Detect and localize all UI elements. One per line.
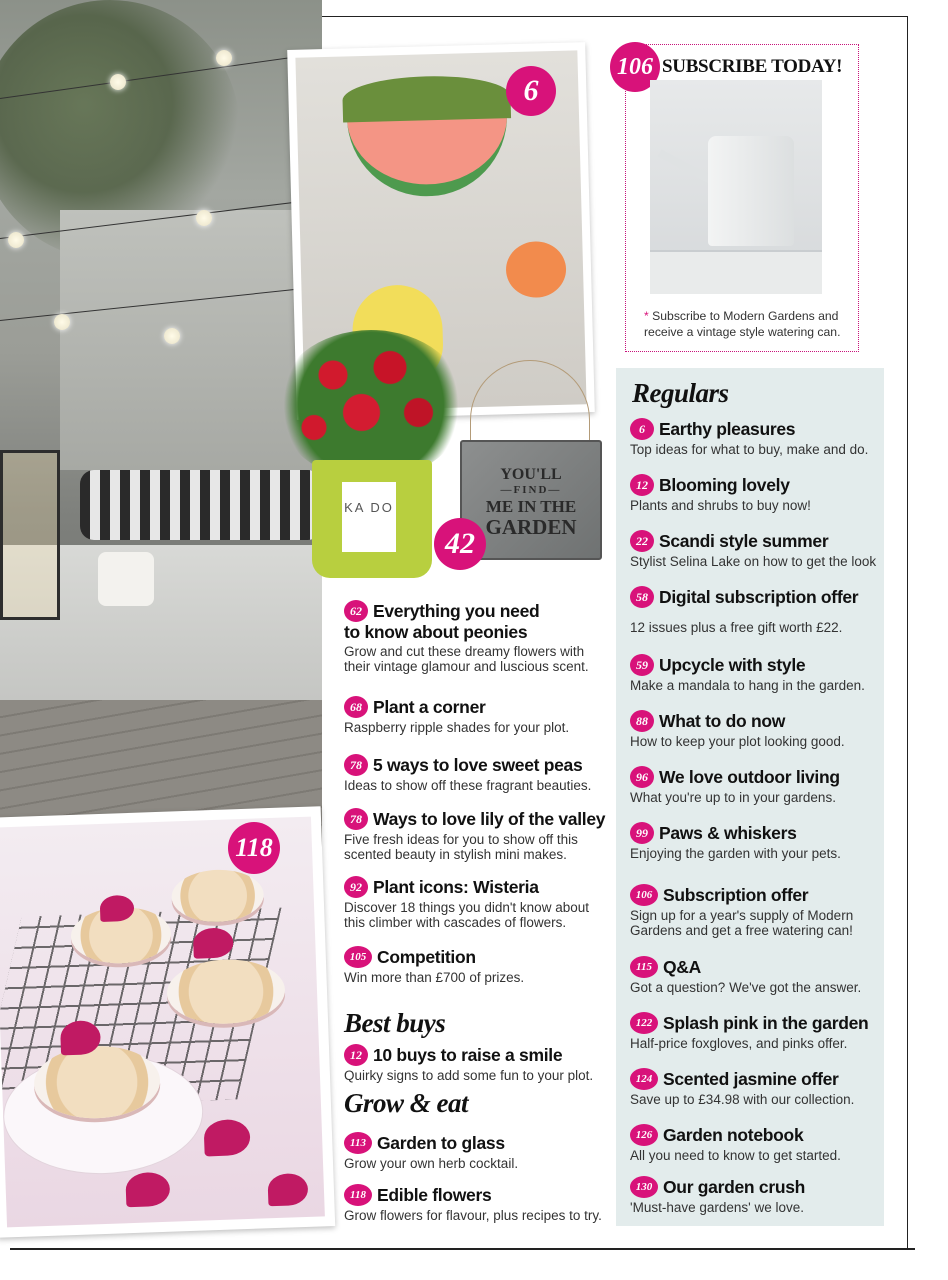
geranium-pot (312, 460, 432, 578)
lantern (0, 450, 60, 620)
entry-title: Garden notebook (663, 1125, 804, 1145)
entry-description: Five fresh ideas for you to show off this scented beauty in stylish mini makes. (344, 832, 578, 862)
toc-entry[interactable] (344, 600, 608, 674)
page-number: 78 (344, 754, 368, 776)
toc-entry[interactable] (630, 822, 878, 861)
watermelon-planter (347, 114, 509, 198)
page-number: 12 (344, 1044, 368, 1066)
page-number: 6 (630, 418, 654, 440)
page-number: 59 (630, 654, 654, 676)
toc-entry[interactable] (630, 1068, 878, 1107)
light-bulb (8, 232, 24, 248)
entry-description: Grow your own herb cocktail. (344, 1156, 519, 1171)
section-heading-regulars: Regulars (632, 378, 729, 408)
section-heading-grow-eat: Grow & eat (344, 1088, 469, 1118)
cookies-photo (0, 806, 335, 1238)
page-badge: 6 (506, 66, 556, 116)
entry-description: Top ideas for what to buy, make and do. (630, 442, 869, 457)
toc-entry[interactable] (344, 1184, 608, 1223)
entry-title: Competition (377, 947, 476, 967)
entry-description: Plants and shrubs to buy now! (630, 498, 811, 513)
light-bulb (164, 328, 180, 344)
entry-description: 'Must-have gardens' we love. (630, 1200, 804, 1215)
entry-title: Digital subscription offer (659, 587, 859, 607)
entry-title: Paws & whiskers (659, 823, 797, 843)
entry-title: What to do now (659, 711, 786, 731)
subscribe-text (644, 308, 852, 340)
entry-title: Plant a corner (373, 697, 486, 717)
sign-text: ME IN THE (485, 497, 577, 516)
geranium-flowers (276, 330, 466, 480)
toc-entry[interactable] (630, 884, 878, 938)
page-number: 118 (344, 1184, 372, 1206)
entry-title: Splash pink in the garden (663, 1013, 869, 1033)
entry-title: We love outdoor living (659, 767, 840, 787)
entry-description: Ideas to show off these fragrant beauties. (344, 778, 592, 793)
entry-description: Make a mandala to hang in the garden. (630, 678, 865, 693)
page-number: 22 (630, 530, 654, 552)
rose-petal (267, 1173, 308, 1206)
toc-entry[interactable] (344, 808, 608, 862)
subscribe-description: Subscribe to Modern Gardens and receive a vintage style watering can. (644, 309, 841, 339)
page-number: 58 (630, 586, 654, 608)
page-number: 105 (344, 946, 372, 968)
entry-description: Quirky signs to add some fun to your plot. (344, 1068, 594, 1083)
toc-entry[interactable] (630, 1124, 878, 1163)
entry-description: Enjoying the garden with your pets. (630, 846, 841, 861)
toc-entry[interactable] (630, 1176, 878, 1215)
toc-entry[interactable] (630, 1012, 878, 1051)
asterisk-icon: * (644, 309, 649, 323)
page-number: 78 (344, 808, 368, 830)
toc-entry[interactable] (630, 956, 878, 995)
toc-entry[interactable] (344, 1044, 608, 1083)
pot-label: KA DO (342, 482, 396, 552)
entry-title: Everything you need (373, 601, 540, 621)
rose-petal (125, 1172, 170, 1208)
toc-entry[interactable] (630, 530, 878, 569)
entry-description: Got a question? We've got the answer. (630, 980, 862, 995)
toc-entry[interactable] (344, 696, 608, 735)
toc-entry[interactable] (630, 474, 878, 513)
page-number: 124 (630, 1068, 658, 1090)
toc-entry[interactable] (630, 586, 878, 635)
entry-description: Win more than £700 of prizes. (344, 970, 525, 985)
page-number: 99 (630, 822, 654, 844)
entry-title: Blooming lovely (659, 475, 790, 495)
entry-description: How to keep your plot looking good. (630, 734, 845, 749)
entry-description: Raspberry ripple shades for your plot. (344, 720, 570, 735)
entry-title: Edible flowers (377, 1185, 492, 1205)
toc-entry[interactable] (344, 1132, 608, 1171)
toc-entry[interactable] (344, 754, 608, 793)
entry-description: Stylist Selina Lake on how to get the look (630, 554, 877, 569)
entry-title: Ways to love lily of the valley (373, 809, 606, 829)
page-number: 130 (630, 1176, 658, 1198)
entry-title: Plant icons: Wisteria (373, 877, 539, 897)
watering-can-photo (650, 80, 822, 294)
toc-entry[interactable] (344, 876, 608, 930)
entry-title: Upcycle with style (659, 655, 806, 675)
toc-entry[interactable] (630, 766, 878, 805)
page-number: 113 (344, 1132, 372, 1154)
entry-title: 10 buys to raise a smile (373, 1045, 563, 1065)
entry-description: What you're up to in your gardens. (630, 790, 836, 805)
light-bulb (54, 314, 70, 330)
page-frame-bottom (10, 1248, 915, 1250)
page-number: 88 (630, 710, 654, 732)
light-bulb (196, 210, 212, 226)
page-number: 126 (630, 1124, 658, 1146)
entry-title: Q&A (663, 957, 701, 977)
entry-title: Subscription offer (663, 885, 809, 905)
sign-text: —FIND— (500, 484, 562, 496)
entry-description: Save up to £34.98 with our collection. (630, 1092, 855, 1107)
entry-description: Grow and cut these dreamy flowers with their vintage glamour and luscious scent. (344, 644, 589, 674)
light-bulb (216, 50, 232, 66)
toc-entry[interactable] (344, 946, 608, 985)
page-number: 92 (344, 876, 368, 898)
toc-entry[interactable] (630, 654, 878, 693)
rose-petal (203, 1119, 250, 1157)
page-badge: 42 (434, 518, 486, 570)
toc-entry[interactable] (630, 418, 878, 457)
entry-description: Half-price foxgloves, and pinks offer. (630, 1036, 848, 1051)
candle-holder (98, 552, 154, 606)
entry-description: All you need to know to get started. (630, 1148, 841, 1163)
watering-can (708, 136, 794, 246)
orange-planter (505, 241, 566, 299)
page-number: 96 (630, 766, 654, 788)
entry-description: 12 issues plus a free gift worth £22. (630, 620, 843, 635)
page-number: 106 (630, 884, 658, 906)
section-heading-best-buys: Best buys (344, 1008, 446, 1038)
entry-title: Earthy pleasures (659, 419, 796, 439)
entry-description: Grow flowers for flavour, plus recipes to try. (344, 1208, 602, 1223)
page-number: 12 (630, 474, 654, 496)
entry-description: Sign up for a year's supply of Modern Gardens and get a free watering can! (630, 908, 854, 938)
entry-title: Our garden crush (663, 1177, 806, 1197)
page-badge: 118 (228, 822, 280, 874)
page-number: 68 (344, 696, 368, 718)
entry-title: 5 ways to love sweet peas (373, 755, 583, 775)
page-badge: 106 (610, 42, 660, 92)
entry-description: Discover 18 things you didn't know about this climber with cascades of flowers. (344, 900, 589, 930)
entry-title: Scandi style summer (659, 531, 829, 551)
window-sill (650, 250, 822, 294)
page-number: 115 (630, 956, 658, 978)
sign-text: GARDEN (485, 515, 577, 539)
sign-text: YOU'LL (500, 466, 562, 483)
toc-entry[interactable] (630, 710, 878, 749)
entry-title: Scented jasmine offer (663, 1069, 839, 1089)
entry-title-line2: to know about peonies (344, 622, 528, 642)
entry-title: Garden to glass (377, 1133, 505, 1153)
page-number: 62 (344, 600, 368, 622)
page-number: 122 (630, 1012, 658, 1034)
light-bulb (110, 74, 126, 90)
subscribe-title: SUBSCRIBE TODAY! (662, 56, 843, 77)
